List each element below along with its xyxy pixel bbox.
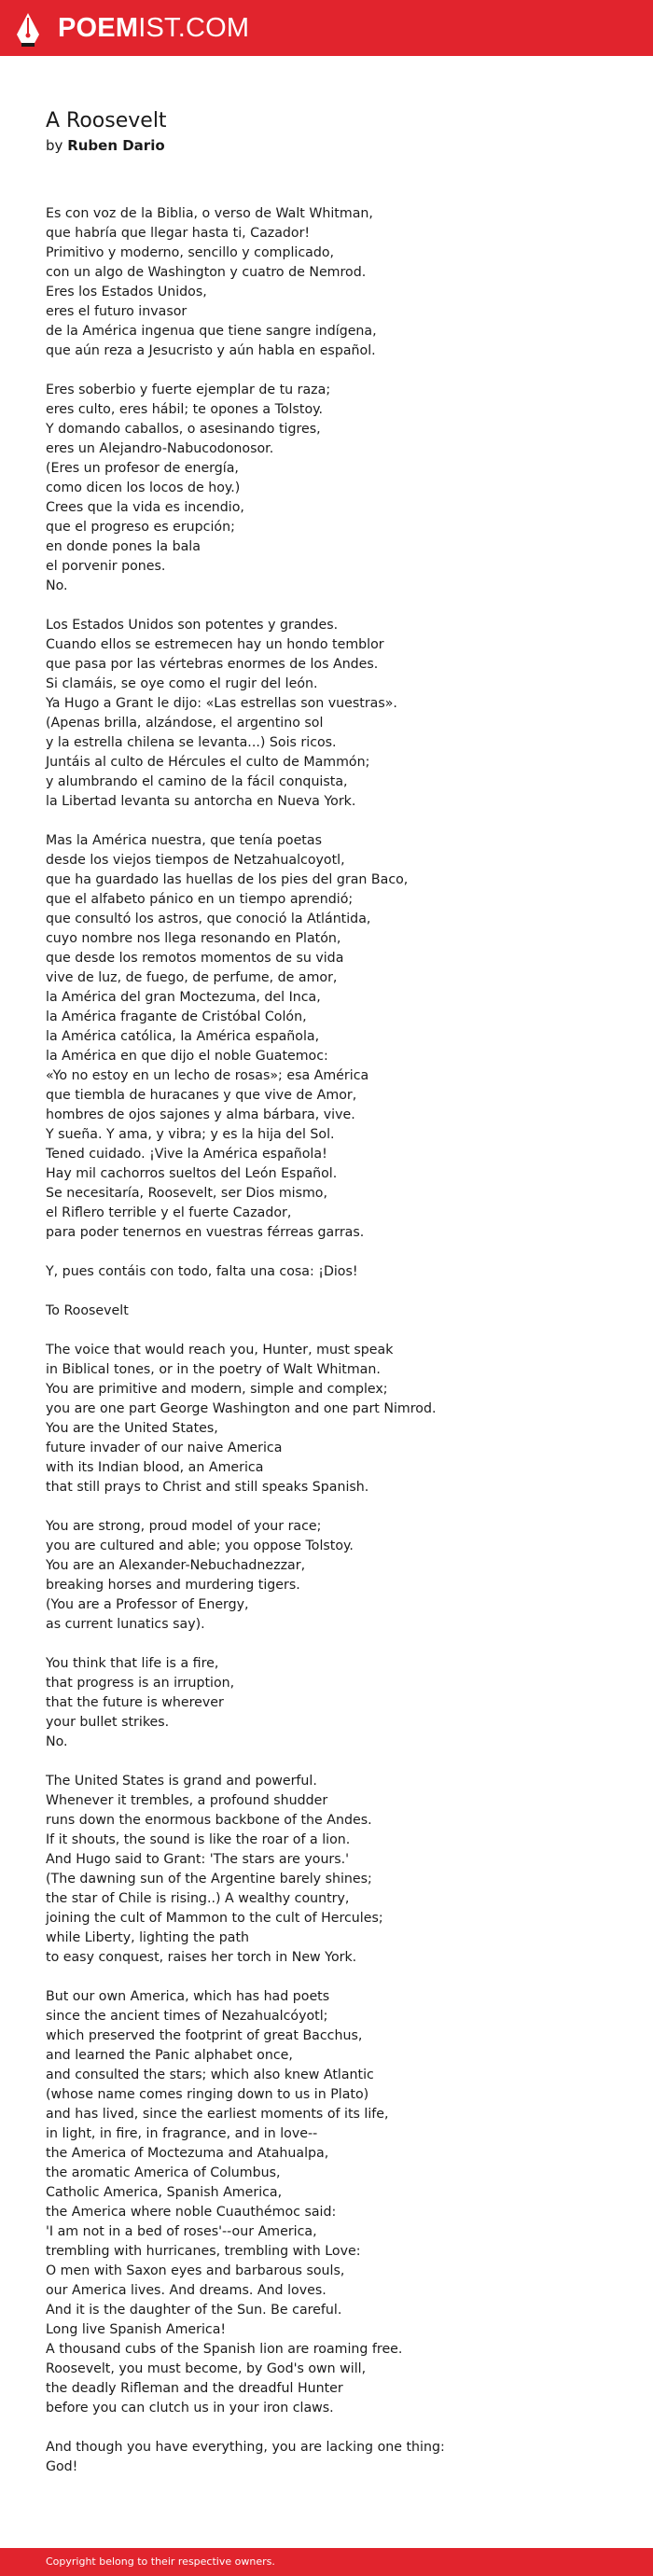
poem-line: And it is the daughter of the Sun. Be careful. — [46, 2303, 342, 2318]
poem-line: Ya Hugo a Grant le dijo: «Las estrellas son vuestras». — [46, 696, 397, 711]
poem-line: (Apenas brilla, alzándose, el argentino sol — [46, 716, 324, 731]
poem-line: Mas la América nuestra, que tenía poetas — [46, 833, 322, 848]
poem-line: our America lives. And dreams. And loves. — [46, 2283, 326, 2298]
poem-line: Los Estados Unidos son potentes y grandes. — [46, 618, 339, 633]
poem-line: eres culto, eres hábil; te opones a Tolstoy. — [46, 402, 324, 417]
site-logo[interactable] — [58, 13, 249, 43]
poem-line: And though you have everything, you are lacking one thing: — [46, 2440, 445, 2455]
poem-line: (Eres un profesor de energía, — [46, 461, 239, 476]
poem-line: la América fragante de Cristóbal Colón, — [46, 1010, 307, 1024]
poem-byline — [46, 136, 605, 155]
poem-line: in Biblical tones, or in the poetry of Walt Whitman. — [46, 1362, 381, 1377]
poem-line: Es con voz de la Biblia, o verso de Walt Whitman, — [46, 206, 373, 221]
poem-line: You are primitive and modern, simple and complex; — [46, 1382, 388, 1397]
poem-line: breaking horses and murdering tigers. — [46, 1578, 300, 1593]
poem-stanza — [46, 2438, 615, 2477]
poem-line: Cuando ellos se estremecen hay un hondo temblor — [46, 637, 384, 652]
poem-line: No. — [46, 578, 68, 593]
poem-line: eres el futuro invasor — [46, 304, 188, 319]
poem-line: 'I am not in a bed of roses'--our America, — [46, 2224, 317, 2239]
poem-line: the star of Chile is rising..) A wealthy country, — [46, 1891, 350, 1906]
poem-line: while Liberty, lighting the path — [46, 1930, 250, 1945]
poem-line: To Roosevelt — [46, 1303, 129, 1318]
poem-line: que consultó los astros, que conoció la Atlántida, — [46, 912, 371, 926]
poem-line: and consulted the stars; which also knew Atlantic — [46, 2068, 374, 2082]
poem-stanza — [46, 381, 615, 596]
poem-line: O men with Saxon eyes and barbarous souls, — [46, 2263, 345, 2278]
poem-stanza — [46, 1654, 615, 1752]
poem-line: But our own America, which has had poets — [46, 1989, 330, 2004]
poem-line: You think that life is a fire, — [46, 1656, 219, 1671]
site-header — [0, 0, 653, 56]
poem-line: trembling with hurricanes, trembling with Love: — [46, 2244, 361, 2259]
poem-line: que el progreso es erupción; — [46, 520, 235, 535]
poem-line: la América en que dijo el noble Guatemoc: — [46, 1049, 328, 1064]
poem-line: que pasa por las vértebras enormes de los Andes. — [46, 657, 379, 672]
logo-light-text: IST.COM — [138, 13, 250, 43]
poem-line: Si clamáis, se oye como el rugir del león. — [46, 676, 318, 691]
poem-line: que tiembla de huracanes y que vive de Amor, — [46, 1088, 357, 1103]
poem-line: Tened cuidado. ¡Vive la América española! — [46, 1147, 327, 1162]
poem-line: y la estrella chilena se levanta...) Sois ricos. — [46, 735, 337, 750]
poem-line: You are the United States, — [46, 1421, 218, 1436]
poem-line: el Riflero terrible y el fuerte Cazador, — [46, 1205, 292, 1220]
poem-line: the aromatic America of Columbus, — [46, 2165, 281, 2180]
poem-stanza — [46, 1772, 615, 1968]
poem-line: Juntáis al culto de Hércules el culto de Mammón; — [46, 755, 370, 770]
poem-line: The United States is grand and powerful. — [46, 1774, 317, 1789]
poem-line: la Libertad levanta su antorcha en Nueva York. — [46, 794, 356, 809]
poem-line: in light, in fire, in fragrance, and in love-- — [46, 2126, 318, 2141]
poem-line: before you can clutch us in your iron claws. — [46, 2401, 334, 2416]
poem-line: You are strong, proud model of your race; — [46, 1519, 322, 1534]
poem-line: Primitivo y moderno, sencillo y complicado, — [46, 245, 335, 260]
poem-line: and has lived, since the earliest moments of its life, — [46, 2107, 389, 2122]
poem-line: «Yo no estoy en un lecho de rosas»; esa América — [46, 1068, 369, 1083]
poem-line: con un algo de Washington y cuatro de Nemrod. — [46, 265, 367, 280]
poem-line: Long live Spanish America! — [46, 2322, 227, 2337]
poem-line: future invader of our naive America — [46, 1441, 283, 1455]
poem-line: you are one part George Washington and one part Nimrod. — [46, 1401, 437, 1416]
poem-stanza — [46, 831, 615, 1243]
poem-line: God! — [46, 2459, 78, 2474]
poem-line: hombres de ojos sajones y alma bárbara, vive. — [46, 1107, 355, 1122]
poem-stanza — [46, 1987, 615, 2418]
poem-line: runs down the enormous backbone of the Andes. — [46, 1813, 372, 1828]
poem-line: the deadly Rifleman and the dreadful Hunter — [46, 2381, 343, 2396]
poem-line: Se necesitaría, Roosevelt, ser Dios mismo, — [46, 1186, 327, 1201]
poem-line: your bullet strikes. — [46, 1715, 170, 1730]
poem-line: Crees que la vida es incendio, — [46, 500, 244, 515]
poem-line: that still prays to Christ and still speaks Spanish. — [46, 1480, 369, 1495]
poem-line: joining the cult of Mammon to the cult of Hercules; — [46, 1911, 383, 1926]
poem-line: If it shouts, the sound is like the roar of a lion. — [46, 1832, 351, 1847]
by-label: by — [46, 137, 63, 154]
poem-stanza — [46, 204, 615, 361]
poem-line: Whenever it trembles, a profound shudder — [46, 1793, 328, 1808]
poem-line: cuyo nombre nos llega resonando en Platón, — [46, 931, 341, 946]
poem-line: A thousand cubs of the Spanish lion are roaming free. — [46, 2342, 403, 2357]
poem-line: the America where noble Cuauthémoc said: — [46, 2205, 337, 2220]
poem-line: y alumbrando el camino de la fácil conquista, — [46, 774, 348, 789]
poem-line: Roosevelt, you must become, by God's own will, — [46, 2361, 367, 2376]
poem-line: with its Indian blood, an America — [46, 1460, 264, 1475]
poem-body — [46, 204, 615, 2497]
poem-line: Eres soberbio y fuerte ejemplar de tu raza; — [46, 383, 331, 397]
poem-line: Y domando caballos, o asesinando tigres, — [46, 422, 321, 437]
poem-line: which preserved the footprint of great Bacchus, — [46, 2028, 363, 2043]
poem-line: Catholic America, Spanish America, — [46, 2185, 283, 2200]
poem-line: eres un Alejandro-Nabucodonosor. — [46, 441, 274, 456]
poem-line: que ha guardado las huellas de los pies del gran Baco, — [46, 872, 409, 887]
poem-line: that the future is wherever — [46, 1695, 224, 1710]
poem-line: la América católica, la América española, — [46, 1029, 320, 1044]
poem-line: de la América ingenua que tiene sangre indígena, — [46, 324, 377, 339]
poem-line: la América del gran Moctezuma, del Inca, — [46, 990, 321, 1005]
poem-line: (You are a Professor of Energy, — [46, 1597, 249, 1612]
poem-line: that progress is an irruption, — [46, 1676, 235, 1691]
poem-line: to easy conquest, raises her torch in New York. — [46, 1950, 357, 1965]
poem-line: Y, pues contáis con todo, falta una cosa: ¡Dios! — [46, 1264, 358, 1279]
poem-line: Hay mil cachorros sueltos del León Español. — [46, 1166, 338, 1181]
poem-line: como dicen los locos de hoy.) — [46, 480, 241, 495]
poem-line: que habría que llegar hasta ti, Cazador! — [46, 226, 311, 241]
poem-line: desde los viejos tiempos de Netzahualcoyotl, — [46, 853, 345, 868]
poem-stanza — [46, 1262, 615, 1282]
poem-stanza — [46, 616, 615, 812]
poem-line: (whose name comes ringing down to us in Plato) — [46, 2087, 369, 2102]
poem-line: en donde pones la bala — [46, 539, 201, 554]
poem-line: you are cultured and able; you oppose Tolstoy. — [46, 1539, 354, 1553]
poem-header — [46, 108, 605, 155]
poem-line: que el alfabeto pánico en un tiempo aprendió; — [46, 892, 354, 907]
poem-line: and learned the Panic alphabet once, — [46, 2048, 293, 2063]
poem-line: Eres los Estados Unidos, — [46, 285, 207, 299]
poem-title: A Roosevelt — [46, 109, 167, 132]
poem-line: The voice that would reach you, Hunter, must speak — [46, 1343, 394, 1358]
pen-nib-icon[interactable] — [16, 12, 40, 48]
poem-line: And Hugo said to Grant: 'The stars are yours.' — [46, 1852, 350, 1867]
poem-line: the America of Moctezuma and Atahualpa, — [46, 2146, 329, 2161]
poem-line: Y sueña. Y ama, y vibra; y es la hija del Sol. — [46, 1127, 335, 1142]
copyright-notice: Copyright belong to their respective owners. — [46, 2555, 275, 2568]
poem-line: No. — [46, 1734, 68, 1749]
poem-stanza — [46, 1302, 615, 1321]
poem-line: el porvenir pones. — [46, 559, 166, 574]
poem-line: (The dawning sun of the Argentine barely shines; — [46, 1872, 372, 1887]
poem-line: You are an Alexander-Nebuchadnezzar, — [46, 1558, 306, 1573]
logo-bold-text: POEM — [58, 13, 139, 43]
poem-line: que aún reza a Jesucristo y aún habla en español. — [46, 343, 376, 358]
poem-line: as current lunatics say). — [46, 1617, 205, 1632]
poem-stanza — [46, 1517, 615, 1635]
poem-line: para poder tenernos en vuestras férreas garras. — [46, 1225, 365, 1240]
poem-line: vive de luz, de fuego, de perfume, de amor, — [46, 970, 338, 985]
site-footer — [0, 2548, 653, 2576]
poem-stanza — [46, 1341, 615, 1497]
poem-line: que desde los remotos momentos de su vida — [46, 951, 344, 966]
poem-author[interactable]: Ruben Dario — [67, 137, 165, 154]
poem-line: since the ancient times of Nezahualcóyotl; — [46, 2009, 328, 2024]
